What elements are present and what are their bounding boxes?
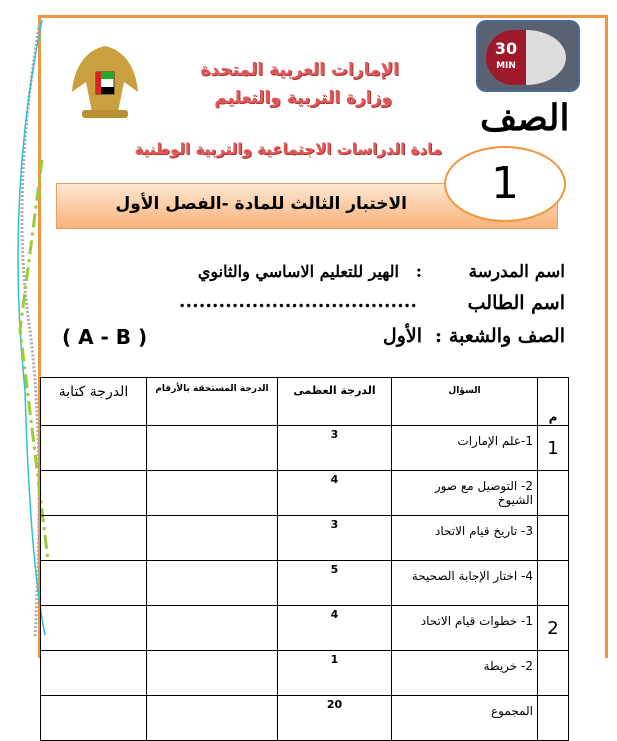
grade-words-input[interactable] <box>41 426 147 471</box>
ministry-title: وزارة التربية والتعليم <box>214 88 392 108</box>
question-cell: المجموع <box>392 696 538 741</box>
grade-numbers-input[interactable] <box>147 561 278 606</box>
timer-icon: 30 MIN <box>476 20 580 92</box>
country-title: الإمارات العربية المتحدة <box>200 60 399 80</box>
grade-numbers-input[interactable] <box>147 696 278 741</box>
row-number <box>538 561 569 606</box>
grade-numbers-input[interactable] <box>147 516 278 561</box>
question-cell: 1-علم الإمارات <box>392 426 538 471</box>
class-label: الصف والشعبة <box>448 325 565 347</box>
question-cell: 1- خطوات قيام الاتحاد <box>392 606 538 651</box>
header-grade-numbers: الدرجة المستحقة بالأرقام <box>147 378 278 426</box>
row-number <box>538 516 569 561</box>
subject-title: مادة الدراسات الاجتماعية والتربية الوطنية <box>134 140 442 158</box>
school-label: اسم المدرسة <box>468 262 565 282</box>
row-number: 1 <box>538 426 569 471</box>
colon: : <box>434 325 442 347</box>
school-value: الهير للتعليم الاساسي والثانوي <box>197 262 399 281</box>
grade-numbers-input[interactable] <box>147 651 278 696</box>
question-cell: 3- تاريخ قيام الاتحاد <box>392 516 538 561</box>
table-row <box>41 426 569 471</box>
header-max-grade: الدرجة العظمى <box>278 378 392 426</box>
header-grade-words: الدرجة كتابة <box>41 378 147 426</box>
table-row <box>41 696 569 741</box>
max-grade-cell: 5 <box>278 561 392 606</box>
table-row <box>41 516 569 561</box>
grades-table <box>40 377 569 741</box>
student-label: اسم الطالب <box>467 292 565 314</box>
row-number <box>538 696 569 741</box>
table-row <box>41 471 569 516</box>
question-cell: 4- اختار الإجابة الصحيحة <box>392 561 538 606</box>
max-grade-cell: 4 <box>278 606 392 651</box>
grade-numbers-input[interactable] <box>147 606 278 651</box>
grade-words-input[interactable] <box>41 651 147 696</box>
grade-numbers-input[interactable] <box>147 426 278 471</box>
header-question: السؤال <box>392 378 538 426</box>
max-grade-cell: 4 <box>278 471 392 516</box>
grade-numbers-input[interactable] <box>147 471 278 516</box>
table-header <box>41 378 569 426</box>
grade-words-input[interactable] <box>41 696 147 741</box>
exam-title: الاختبار الثالث للمادة -الفصل الأول <box>115 194 407 214</box>
table-row <box>41 606 569 651</box>
header-num: م <box>538 378 569 426</box>
question-cell: 2- خريطة <box>392 651 538 696</box>
max-grade-cell: 20 <box>278 696 392 741</box>
grade-words-input[interactable] <box>41 516 147 561</box>
max-grade-cell: 3 <box>278 426 392 471</box>
uae-emblem-logo <box>66 42 144 120</box>
row-number <box>538 471 569 516</box>
grade-words-input[interactable] <box>41 471 147 516</box>
table-row <box>41 651 569 696</box>
max-grade-cell: 3 <box>278 516 392 561</box>
max-grade-cell: 1 <box>278 651 392 696</box>
section-value: ( A - B ) <box>62 325 148 349</box>
question-cell: 2- التوصيل مع صور الشيوخ <box>392 471 538 516</box>
row-number: 2 <box>538 606 569 651</box>
grade-number: 1 <box>444 146 566 222</box>
row-number <box>538 651 569 696</box>
grade-label: الصف <box>480 97 570 139</box>
colon: : <box>415 262 422 282</box>
class-value: الأول <box>382 325 422 347</box>
table-row <box>41 561 569 606</box>
grade-words-input[interactable] <box>41 606 147 651</box>
student-name-field[interactable]: .................................... <box>178 290 417 312</box>
grade-words-input[interactable] <box>41 561 147 606</box>
